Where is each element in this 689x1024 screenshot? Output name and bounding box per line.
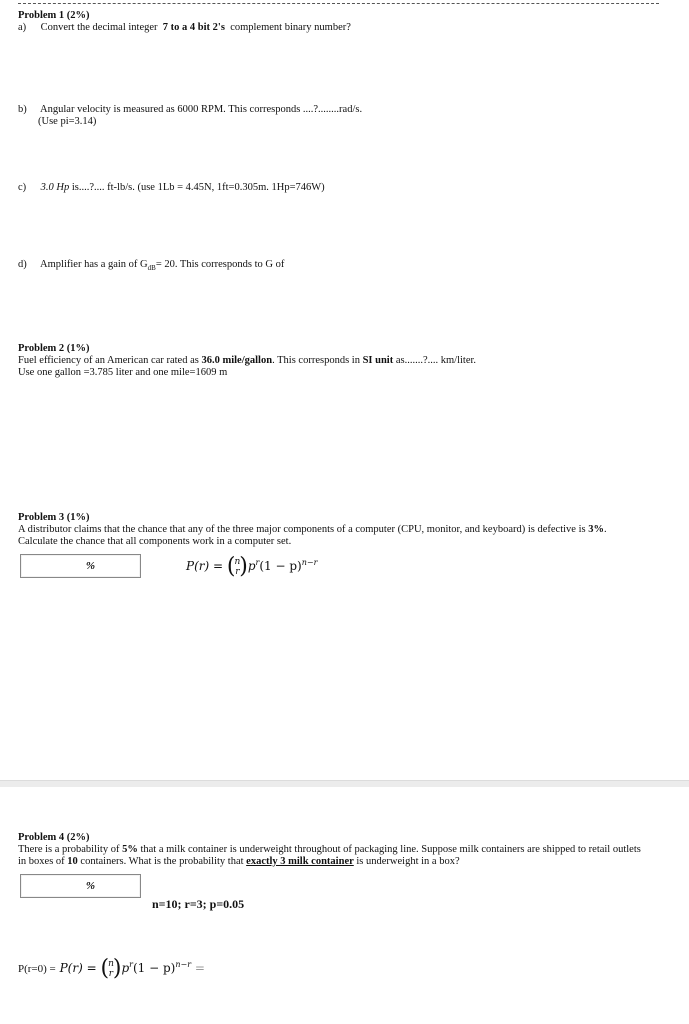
- problem1-part-c: [18, 182, 325, 193]
- p4-text-a: There is a probability of: [18, 844, 120, 855]
- problem3-formula: P(r) = (n $r)p^r(1 - p)^{n-r}$: [186, 554, 318, 579]
- p4-bold-pct: 5%: [122, 844, 138, 855]
- part-a-text: Convert the decimal integer: [40, 22, 158, 33]
- p4-exp: n−r: [175, 960, 192, 969]
- p3-binom-r: r: [235, 566, 240, 577]
- p4-tail: =: [194, 961, 205, 975]
- part-c-label: c): [18, 182, 27, 193]
- part-c-text: is....?.... ft-lb/s. (use 1Lb = 4.45N, 1ft=0.305m. 1Hp=746W): [71, 182, 325, 193]
- p4-p-term: p: [121, 961, 130, 975]
- problem4-line2: [18, 856, 460, 867]
- problem3-line2: Calculate the chance that all components work in a computer set.: [18, 536, 292, 547]
- problem4-title: Problem 4 (2%): [18, 832, 90, 843]
- p2-bold-si: SI unit: [362, 355, 394, 366]
- problem1-part-d: [18, 259, 284, 272]
- p4-text-c: that a milk container is underweight throughout of packaging line. Suppose milk containers are shipped to retail outlets: [140, 844, 641, 855]
- p3-binom-n: n: [234, 556, 241, 567]
- p2-text-e: as.......?.... km/liter.: [395, 355, 477, 366]
- p4-text-2c: containers. What is the probability that: [80, 856, 244, 867]
- part-b-line1: Angular velocity is measured as 6000 RPM. This corresponds ....?........rad/s.: [40, 104, 363, 115]
- p4-prefix: P(r=0) =: [18, 963, 56, 975]
- top-dashed-rule: [18, 3, 659, 4]
- problem1-part-b: [18, 104, 362, 115]
- part-b-line2: (Use pi=3.14): [38, 116, 97, 127]
- problem2-line1: [18, 355, 476, 366]
- part-d-sub: dB: [147, 264, 156, 273]
- problem2-title: Problem 2 (1%): [18, 343, 90, 354]
- part-d-tail: = 20. This corresponds to G of: [155, 259, 285, 270]
- problem3-title: Problem 3 (1%): [18, 512, 90, 523]
- problem4-params: n=10; r=3; p=0.05: [152, 897, 245, 911]
- problem4-answer-input[interactable]: [20, 874, 141, 898]
- part-b-label: b): [18, 104, 27, 115]
- p4-text-2a: in boxes of: [18, 856, 65, 867]
- part-d-text: Amplifier has a gain of G: [40, 259, 148, 270]
- p3-formula-lhs: P(r) =: [186, 559, 224, 573]
- p3-text-c: .: [603, 524, 607, 535]
- section-divider: [0, 780, 689, 787]
- p2-bold-mpg: 36.0 mile/gallon: [201, 355, 273, 366]
- p4-formula-lhs: P(r) =: [59, 961, 97, 975]
- part-c-italic: 3.0 Hp: [40, 182, 70, 193]
- p3-bold-pct: 3%: [588, 524, 604, 535]
- problem3-answer-input[interactable]: [20, 554, 141, 578]
- p3-mid: (1 − p): [259, 559, 302, 573]
- p2-text-c: . This corresponds in: [272, 355, 360, 366]
- p4-binom-n: n: [108, 958, 114, 969]
- p3-r-exp: r: [255, 558, 260, 567]
- p4-r-exp: r: [129, 960, 133, 969]
- p4-percent-unit: %: [85, 880, 96, 892]
- p3-exp: n−r: [301, 558, 318, 567]
- problem1-part-a: [18, 22, 351, 33]
- problem2-line2: Use one gallon =3.785 liter and one mile=1609 m: [18, 367, 228, 378]
- p2-text-a: Fuel efficiency of an American car rated as: [18, 355, 199, 366]
- p3-p-term: p: [247, 559, 256, 573]
- part-a-bold: 7 to a 4 bit 2's: [162, 22, 225, 33]
- part-d-label: d): [18, 259, 27, 270]
- part-a-label: a): [18, 22, 27, 33]
- p3-percent-unit: %: [85, 560, 96, 572]
- p4-mid: (1 − p): [132, 961, 176, 975]
- p3-text-a: A distributor claims that the chance that any of the three major components of a computer (CPU, monitor, and keyboard) is defective is: [18, 524, 586, 535]
- p4-bold-10: 10: [67, 856, 78, 867]
- p4-underline: exactly 3 milk container: [246, 856, 354, 867]
- problem4-line1: [18, 844, 641, 855]
- problem3-line1: [18, 524, 607, 535]
- p4-binom-r: r: [108, 968, 114, 979]
- p4-text-2e: is underweight in a box?: [356, 856, 460, 867]
- problem1-title: Problem 1 (2%): [18, 10, 90, 21]
- problem4-formula: P(r=0) = P(r) = (n $r)p^r(1 - p)^{n-r}$ =: [18, 956, 205, 981]
- part-a-tail: complement binary number?: [230, 22, 351, 33]
